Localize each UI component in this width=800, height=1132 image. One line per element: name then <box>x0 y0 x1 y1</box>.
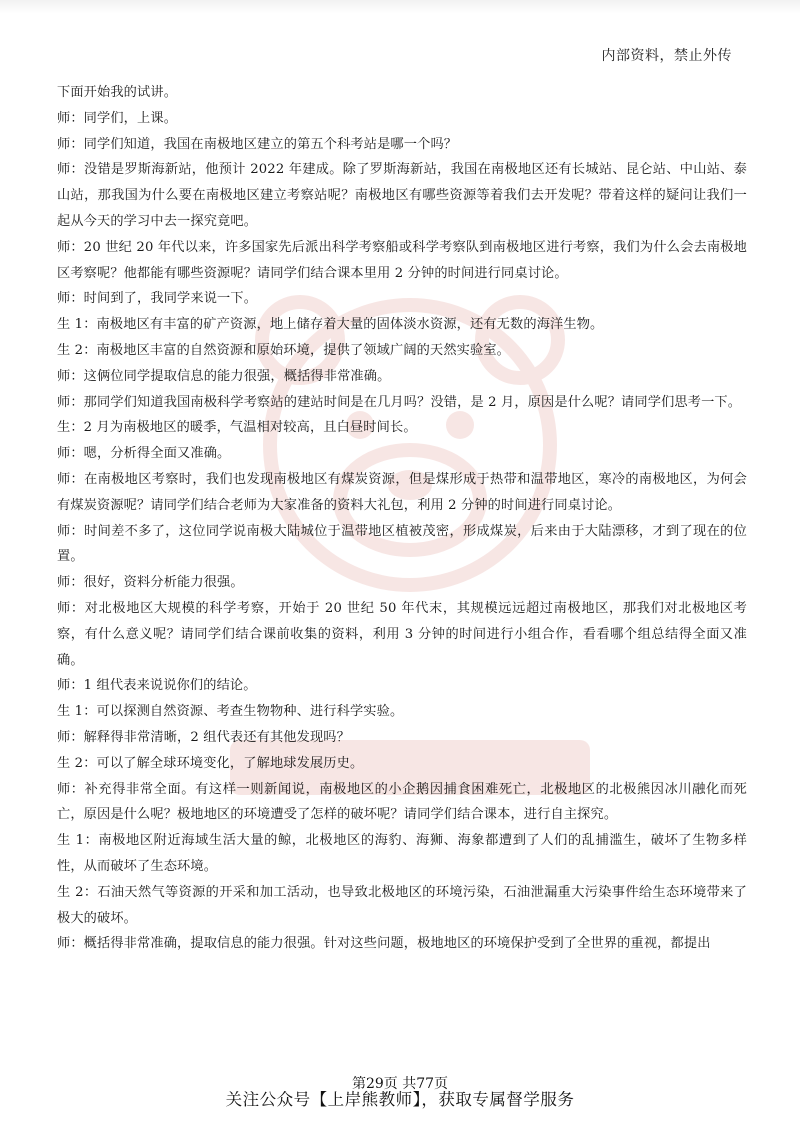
footer-promo: 关注公众号【上岸熊教师】，获取专属督学服务 <box>225 1090 575 1109</box>
paragraph: 师：1 组代表来说说你们的结论。 <box>57 678 257 694</box>
paragraph: 师：很好，资料分析能力很强。 <box>57 575 244 591</box>
paragraph: 生 2：石油天然气等资源的开采和加工活动，也导致北极地区的环境污染，石油泄漏重大污染事件给生态环境带来了极大的破坏。 <box>57 884 747 926</box>
paragraph: 师：在南极地区考察时，我们也发现南极地区有煤炭资源，但是煤形成于热带和温带地区，寒冷的南极地区，为何会有煤炭资源呢？请同学们结合老师为大家准备的资料大礼包，利用 2 分钟的时间进行同桌讨论。 <box>57 471 747 513</box>
paragraph: 生 2：可以了解全球环境变化，了解地球发展历史。 <box>57 755 364 771</box>
paragraph: 师：嗯，分析得全面又准确。 <box>57 446 231 462</box>
paragraph: 生 1：南极地区有丰富的矿产资源，地上储存着大量的固体淡水资源，还有无数的海洋生物。 <box>57 317 604 333</box>
paragraph: 师：时间到了，我同学来说一下。 <box>57 291 258 307</box>
paragraph: 师：这俩位同学提取信息的能力很强，概括得非常准确。 <box>57 368 391 384</box>
paragraph: 师：解释得非常清晰，2 组代表还有其他发现吗？ <box>57 729 350 745</box>
paragraph: 下面开始我的试讲。 <box>57 85 178 100</box>
confidential-note: 内部资料，禁止外传 <box>601 48 732 64</box>
paragraph: 师：那同学们知道我国南极科学考察站的建站时间是在几月吗？没错，是 2 月，原因是什么呢？请同学们思考一下。 <box>57 394 742 410</box>
top-edge <box>0 0 800 14</box>
paragraph: 师：概括得非常准确，提取信息的能力很强。针对这些问题，极地地区的环境保护受到了全世界的重视，都提出 <box>57 936 711 952</box>
paragraph: 师：同学们知道，我国在南极地区建立的第五个科考站是哪一个吗？ <box>57 136 458 152</box>
paragraph: 师：对北极地区大规模的科学考察，开始于 20 世纪 50 年代末，其规模远远超过南极地区，那我们对北极地区考察，有什么意义呢？请同学们结合课前收集的资料，利用 3 分钟的时间进行小组合作，看看哪个组总结得全面又准确。 <box>57 600 747 668</box>
paragraph: 师：时间差不多了，这位同学说南极大陆城位于温带地区植被茂密，形成煤炭，后来由于大陆漂移，才到了现在的位置。 <box>57 523 747 565</box>
paragraph: 师：没错是罗斯海新站，他预计 2022 年建成。除了罗斯海新站，我国在南极地区还有长城站、昆仑站、中山站、泰山站，那我国为什么要在南极地区建立考察站呢？南极地区有哪些资源等着我们去开发呢？带着这样的疑问让我们一起从今天的学习中去一探究竟吧。 <box>57 162 747 229</box>
paragraph: 生 1：南极地区附近海域生活大量的鲸，北极地区的海豹、海狮、海象都遭到了人们的乱捕滥生，破坏了生物多样性，从而破坏了生态环境。 <box>57 833 747 874</box>
paragraph: 生 1：可以探测自然资源、考查生物物种、进行科学实验。 <box>57 704 404 720</box>
lecture-transcript <box>57 80 747 957</box>
paragraph: 师：补充得非常全面。有这样一则新闻说，南极地区的小企鹅因捕食困难死亡，北极地区的北极熊因冰川融化而死亡，原因是什么呢？极地地区的环境遭受了怎样的破坏呢？请同学们结合课本，进行自主探究。 <box>57 781 747 823</box>
page-number: 第29页 共77页 <box>351 1076 449 1092</box>
paragraph: 师：20 世纪 20 年代以来，许多国家先后派出科学考察船或科学考察队到南极地区进行考察，我们为什么会去南极地区考察呢？他都能有哪些资源呢？请同学们结合课本里用 2 分钟的时间进行同桌讨论。 <box>57 239 747 281</box>
paragraph: 生：2 月为南极地区的暖季，气温相对较高，且白昼时间长。 <box>57 420 417 436</box>
paragraph: 生 2：南极地区丰富的自然资源和原始环境，提供了领域广阔的天然实验室。 <box>57 342 511 358</box>
paragraph: 师：同学们，上课。 <box>57 110 178 126</box>
